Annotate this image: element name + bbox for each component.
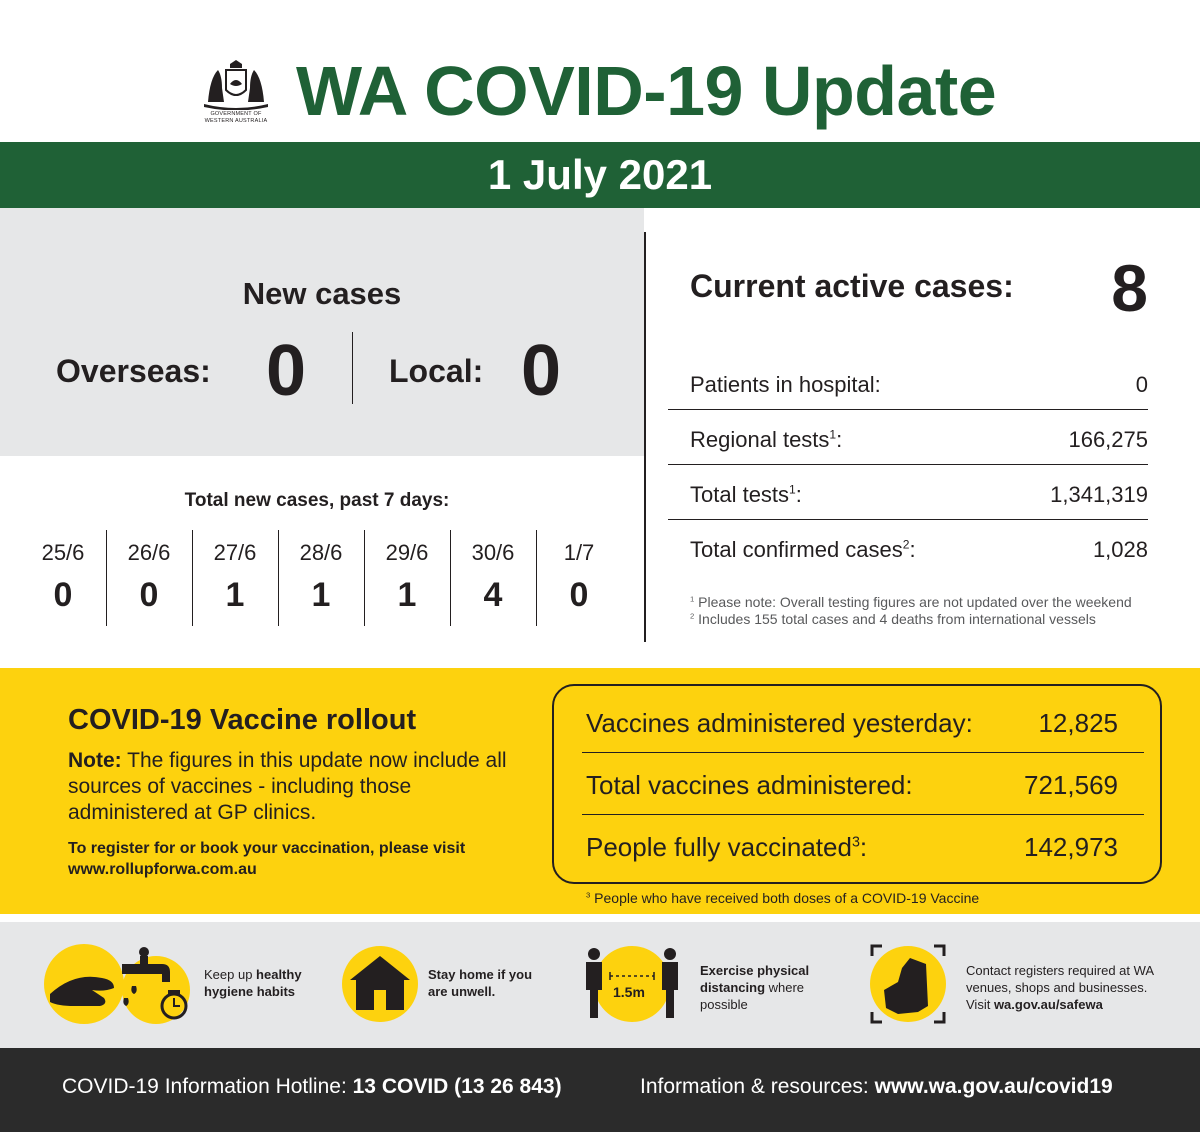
- header: [0, 0, 1200, 142]
- health-tips-band: [0, 922, 1200, 1048]
- house-icon: [340, 942, 420, 1031]
- hotline: COVID-19 Information Hotline: 13 COVID (13 26 843): [62, 1075, 562, 1098]
- new-cases-title: New cases: [242, 276, 402, 311]
- vaccine-divider: [582, 752, 1144, 753]
- tip-contact-text: Contact registers required at WA venues, shops and businesses. Visit wa.gov.au/safewa: [966, 963, 1154, 1012]
- day-date: 26/6: [127, 540, 171, 565]
- stat-divider: [668, 464, 1148, 465]
- vaccine-stat-value: 721,569: [1024, 770, 1118, 800]
- vaccine-panel: [0, 668, 1200, 914]
- vaccine-footnote: $^3$ People who have received both doses of a COVID-19 Vaccine: [586, 890, 980, 906]
- rollup-link[interactable]: www.rollupforwa.com.au: [68, 861, 257, 878]
- day-date: 29/6: [385, 540, 429, 565]
- day-value: 1: [311, 576, 331, 614]
- day-cell: [450, 530, 536, 626]
- local-label: Local:: [389, 353, 484, 389]
- contact-register-qr-icon: [868, 942, 948, 1031]
- day-cell: [278, 530, 364, 626]
- day-date: 25/6: [41, 540, 85, 565]
- vaccine-stats-box: [552, 684, 1162, 884]
- vaccine-stat-value: 12,825: [1038, 708, 1118, 738]
- stat-divider: [668, 519, 1148, 520]
- active-cases-title: Current active cases:: [690, 268, 1014, 304]
- new-cases-panel: [0, 208, 644, 456]
- day-cell: [106, 530, 192, 626]
- hotline-number[interactable]: 13 COVID (13 26 843): [352, 1075, 562, 1098]
- covid19-link[interactable]: www.wa.gov.au/covid19: [874, 1075, 1113, 1098]
- stat-row-regional-tests: [668, 411, 1148, 467]
- vaccine-stat-value: 142,973: [1024, 832, 1118, 862]
- overseas-label: Overseas:: [56, 353, 211, 389]
- day-date: 27/6: [213, 540, 257, 565]
- section-divider: [644, 232, 646, 642]
- gov-line1: GOVERNMENT OF: [210, 111, 262, 117]
- local-value: 0: [521, 331, 562, 411]
- testing-footnotes: [690, 594, 1132, 628]
- vaccine-title: COVID-19 Vaccine rollout: [68, 704, 417, 736]
- government-crest-logo: [200, 58, 272, 122]
- stat-value: 0: [1135, 372, 1148, 397]
- distance-badge: 1.5m: [613, 984, 645, 1000]
- page-title: WA COVID-19 Update: [296, 52, 997, 130]
- info-resources: Information & resources: www.wa.gov.au/covid19: [640, 1075, 1113, 1098]
- vaccine-note: Note: The figures in this update now include all sources of vaccines - including those administered at GP clinics.: [68, 749, 507, 824]
- day-value: 0: [569, 576, 589, 614]
- vaccine-divider: [582, 814, 1144, 815]
- date-band: [0, 142, 1200, 208]
- day-date: 28/6: [299, 540, 343, 565]
- day-value: 4: [483, 576, 503, 614]
- vaccine-stat-label: Total vaccines administered:: [586, 770, 913, 800]
- stat-label: Total tests$^1$:: [690, 482, 802, 507]
- coat-of-arms-icon: [200, 58, 272, 110]
- vaccine-stat-label: Vaccines administered yesterday:: [586, 708, 973, 738]
- safewa-link[interactable]: wa.gov.au/safewa: [993, 997, 1103, 1012]
- tip-distance-text: Exercise physical distancing where possible: [700, 963, 810, 1012]
- overseas-value: 0: [266, 331, 307, 411]
- day-cell: [536, 530, 622, 626]
- stat-label: Regional tests$^1$:: [690, 427, 843, 452]
- vaccine-register-text: To register for or book your vaccination, please visit www.rollupforwa.com.au: [68, 838, 538, 880]
- week-title: Total new cases, past 7 days:: [184, 490, 450, 511]
- stat-label: Patients in hospital:: [690, 372, 881, 397]
- tip-hygiene-text: Keep up healthy hygiene habits: [204, 967, 302, 999]
- day-date: 30/6: [471, 540, 515, 565]
- stat-row-hospital: [668, 356, 1148, 412]
- footnote-2: $^2$ Includes 155 total cases and 4 deaths from international vessels: [690, 611, 1096, 627]
- active-cases-value: 8: [1111, 251, 1148, 325]
- day-value: 1: [397, 576, 417, 614]
- stat-value: 1,028: [1092, 537, 1148, 562]
- hand-washing-icon: [44, 942, 194, 1031]
- day-cell: [192, 530, 278, 626]
- stat-divider: [668, 409, 1148, 410]
- vaccine-row-fully: [584, 816, 1144, 876]
- footer: [0, 1048, 1200, 1132]
- day-value: 0: [139, 576, 159, 614]
- stat-row-confirmed: [668, 521, 1148, 577]
- vaccine-row-total: [584, 754, 1144, 814]
- day-value: 0: [53, 576, 73, 614]
- footnote-1: $^1$ Please note: Overall testing figures are not updated over the weekend: [690, 594, 1132, 610]
- stat-row-total-tests: [668, 466, 1148, 522]
- day-cell: [20, 530, 106, 626]
- day-date: 1/7: [563, 540, 595, 565]
- stat-label: Total confirmed cases$^2$:: [690, 537, 916, 562]
- new-cases-divider: [352, 332, 353, 404]
- day-value: 1: [225, 576, 245, 614]
- vaccine-row-yesterday: [584, 692, 1144, 752]
- tip-home-text: Stay home if you are unwell.: [428, 967, 533, 999]
- day-cell: [364, 530, 450, 626]
- gov-line2: WESTERN AUSTRALIA: [204, 118, 268, 124]
- vaccine-stat-label: People fully vaccinated$^3$:: [586, 832, 868, 862]
- stat-value: 166,275: [1068, 427, 1148, 452]
- stat-value: 1,341,319: [1050, 482, 1148, 507]
- update-date: 1 July 2021: [487, 151, 713, 198]
